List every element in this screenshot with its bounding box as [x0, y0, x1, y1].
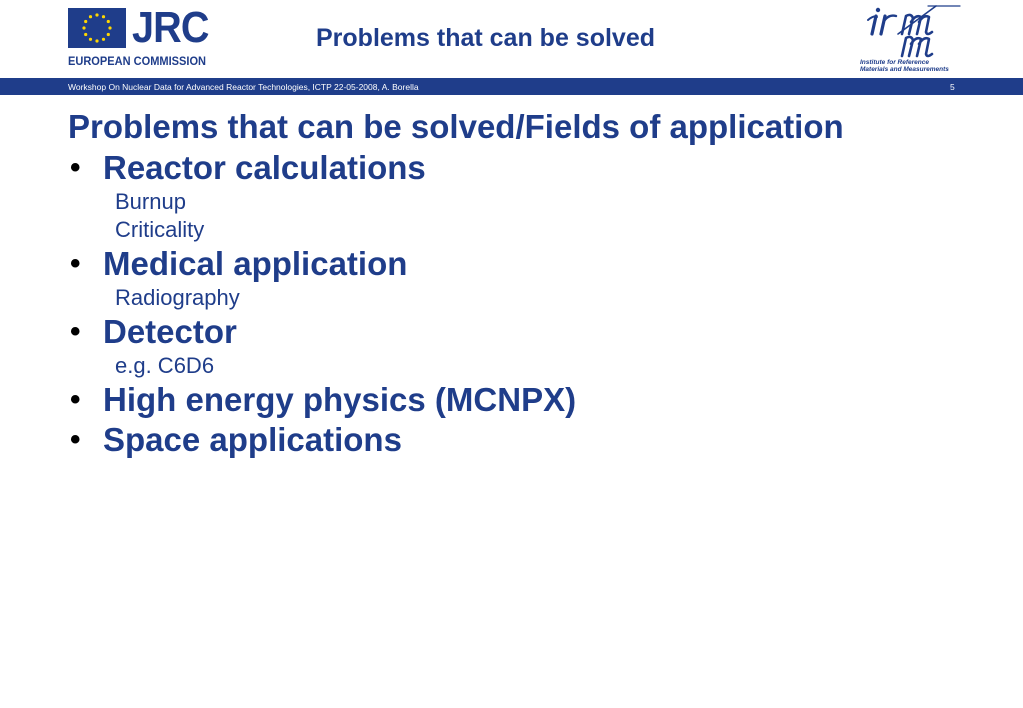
bullet-label: High energy physics (MCNPX): [103, 381, 577, 418]
irmm-caption-line2: Materials and Measurements: [860, 66, 949, 73]
sub-item: e.g. C6D6: [115, 353, 215, 378]
sub-item: Burnup: [115, 189, 186, 214]
sub-item: Criticality: [115, 217, 205, 242]
workshop-caption: Workshop On Nuclear Data for Advanced Reactor Technologies, ICTP 22-05-2008, A. Borella: [68, 82, 419, 92]
sub-item-list: [103, 352, 968, 380]
sub-item: Radiography: [115, 285, 240, 310]
irmm-wordmark-icon: [858, 2, 968, 60]
irmm-logo: [858, 2, 968, 76]
sub-item-list: [103, 284, 968, 312]
bullet-label: Space applications: [103, 421, 402, 458]
bullet-dot-icon: •: [70, 423, 81, 456]
slide-content: [68, 106, 968, 460]
slide-header: [0, 0, 1023, 78]
jrc-brand-text: JRC: [132, 3, 209, 52]
bullet-item: [68, 380, 968, 420]
bullet-label: Reactor calculations: [103, 149, 426, 186]
bullet-dot-icon: •: [70, 315, 81, 348]
bullet-item: [68, 312, 968, 380]
bullet-dot-icon: •: [70, 247, 81, 280]
bullet-dot-icon: •: [70, 383, 81, 416]
slide-heading: Problems that can be solved/Fields of application: [68, 108, 844, 145]
bullet-label: Detector: [103, 313, 237, 350]
bullet-list: [68, 148, 968, 460]
header-title: Problems that can be solved: [316, 24, 655, 52]
european-commission-text: EUROPEAN COMMISSION: [68, 54, 207, 68]
jrc-logo: [68, 3, 213, 70]
bullet-item: [68, 244, 968, 312]
bullet-label: Medical application: [103, 245, 408, 282]
irmm-caption-line1: Institute for Reference: [860, 59, 929, 66]
bullet-dot-icon: •: [70, 151, 81, 184]
page-number: 5: [950, 82, 955, 92]
eu-flag-icon: [68, 8, 126, 48]
irmm-caption: [860, 59, 949, 73]
sub-item-list: [103, 188, 968, 244]
header-strip: [0, 78, 1023, 95]
bullet-item: [68, 148, 968, 244]
bullet-item: [68, 420, 968, 460]
